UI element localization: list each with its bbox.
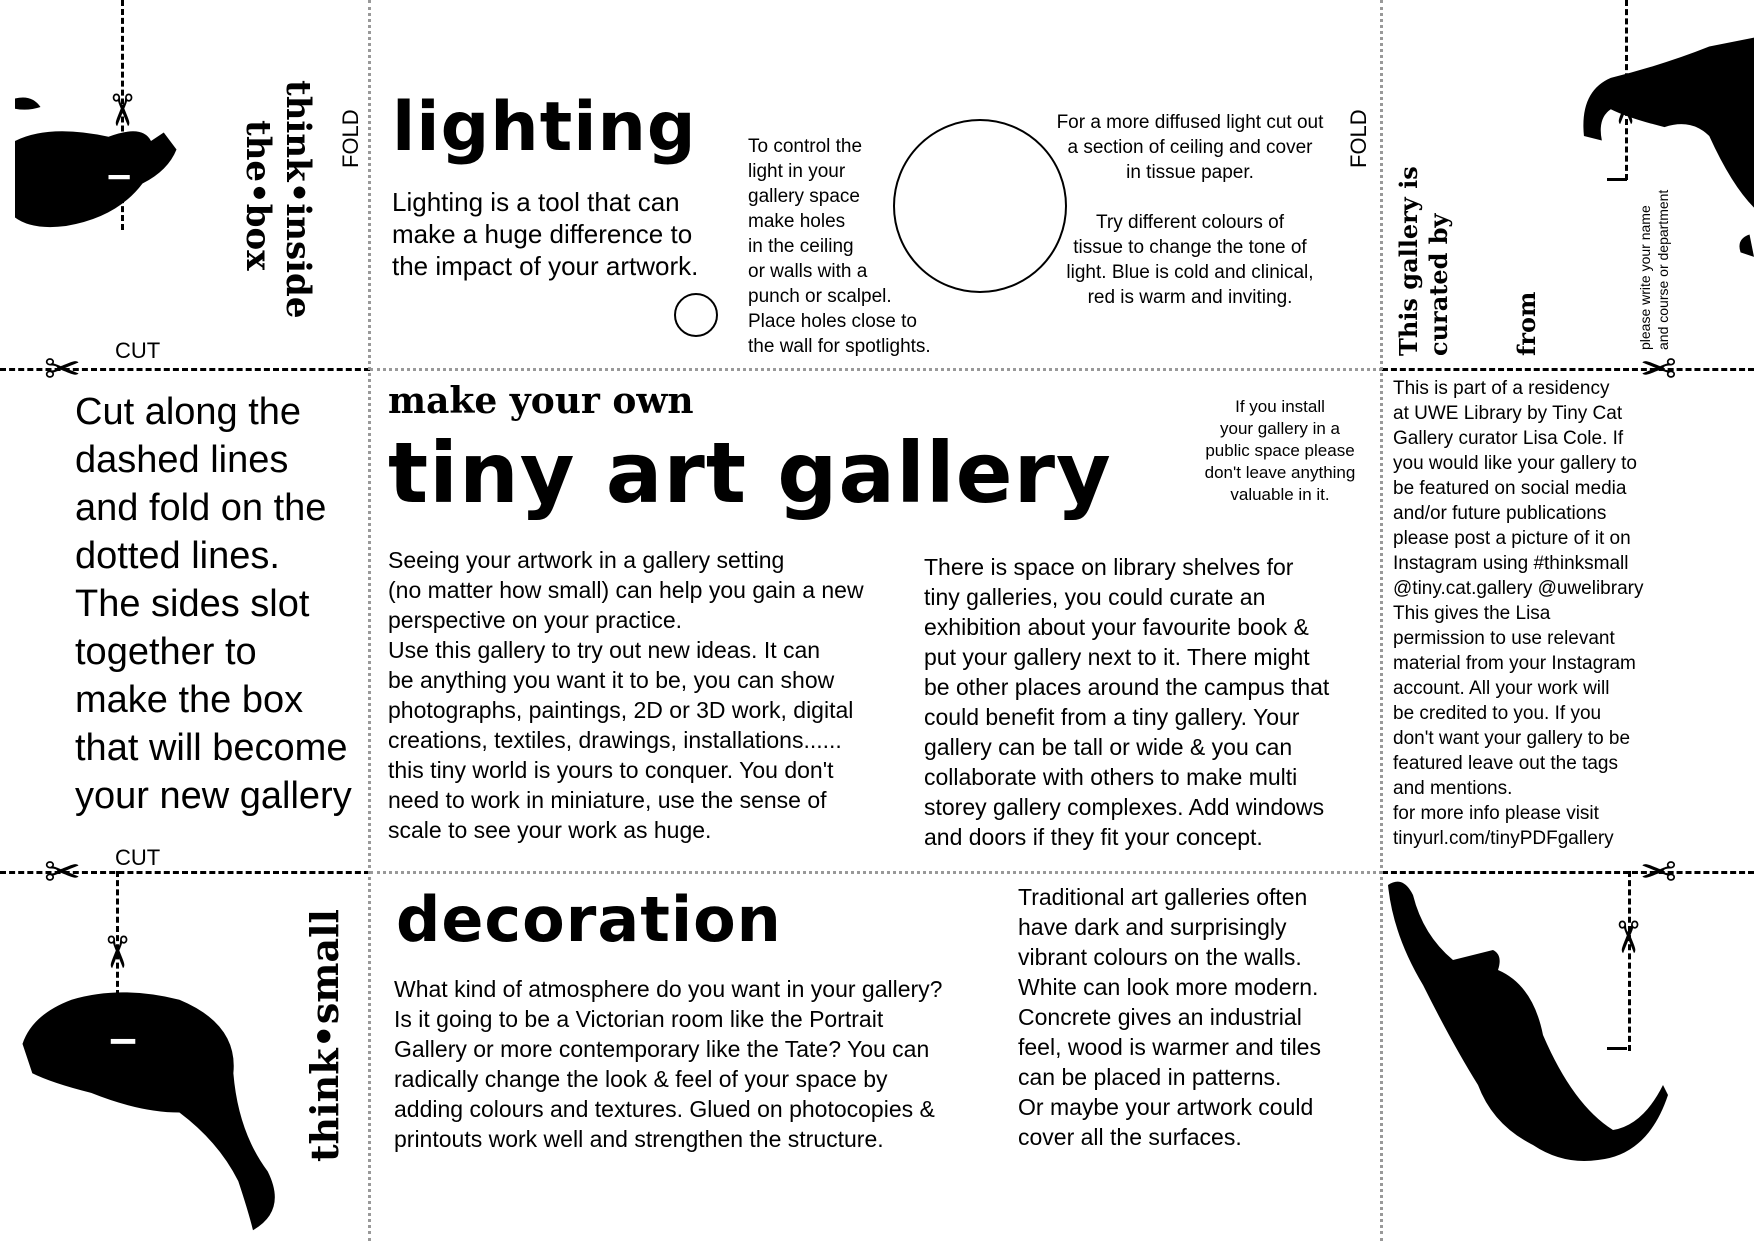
- lighting-holes-line: the wall for spotlights.: [748, 336, 931, 357]
- curator-label-line: curated by: [1424, 213, 1453, 356]
- residency-line: This gives the Lisa: [1393, 603, 1551, 624]
- decoration-right-line: White can look more modern.: [1018, 974, 1319, 1000]
- fold-line-top: [370, 368, 1382, 371]
- instruction-line: dotted lines.: [75, 535, 280, 577]
- residency-line: Gallery curator Lisa Cole. If: [1393, 428, 1624, 449]
- curator-hint-line: and course or department: [1655, 189, 1671, 350]
- fold-label-right: FOLD: [1346, 109, 1371, 168]
- decoration-left-line: radically change the look & feel of your space by: [394, 1066, 888, 1092]
- instruction-line: The sides slot: [75, 583, 310, 625]
- main-right-line: be other places around the campus that: [924, 674, 1330, 700]
- lighting-holes-line: light in your: [748, 161, 846, 182]
- decoration-right-line: can be placed in patterns.: [1018, 1064, 1282, 1090]
- decoration-title: decoration: [396, 883, 782, 956]
- scissors-icon: ✂: [44, 345, 81, 394]
- main-left-line: scale to see your work as huge.: [388, 817, 712, 843]
- decoration-right-line: Traditional art galleries often: [1018, 884, 1308, 910]
- instruction-line: dashed lines: [75, 439, 289, 481]
- side-text-bottom: think•small: [302, 909, 347, 1162]
- residency-line: you would like your gallery to: [1393, 453, 1637, 474]
- instruction-line: Cut along the: [75, 391, 302, 433]
- scissors-icon: ✂: [1602, 918, 1652, 956]
- instruction-line: together to: [75, 631, 257, 673]
- lighting-intro-line: make a huge difference to: [392, 219, 693, 249]
- main-left-line: be anything you want it to be, you can show: [388, 667, 835, 693]
- main-right-line: storey gallery complexes. Add windows: [924, 794, 1325, 820]
- decoration-right-line: feel, wood is warmer and tiles: [1018, 1034, 1321, 1060]
- fold-line-left: [368, 0, 371, 1241]
- side-text-line: think•inside: [278, 80, 318, 319]
- decoration-left-line: Is it going to be a Victorian room like the Portrait: [394, 1006, 884, 1032]
- fold-label-left: FOLD: [338, 109, 363, 168]
- lighting-holes-line: gallery space: [748, 186, 860, 207]
- residency-line: for more info please visit: [1393, 803, 1599, 824]
- decoration-left-text: [394, 974, 942, 1154]
- main-right-line: could benefit from a tiny gallery. Your: [924, 704, 1300, 730]
- decoration-left-line: adding colours and textures. Glued on photocopies &: [394, 1096, 935, 1122]
- lighting-intro-line: Lighting is a tool that can: [392, 187, 680, 217]
- curator-label: [1394, 166, 1454, 356]
- decoration-left-line: What kind of atmosphere do you want in your gallery?: [394, 976, 943, 1002]
- scissors-icon: ✂: [96, 91, 146, 129]
- fold-line-bottom: [370, 871, 1382, 874]
- curator-hint: [1636, 190, 1672, 350]
- install-note-line: public space please: [1205, 441, 1355, 460]
- residency-line: at UWE Library by Tiny Cat: [1393, 403, 1623, 424]
- residency-line: This is part of a residency: [1393, 378, 1610, 399]
- cut-line-top-right: [1382, 368, 1754, 371]
- scissors-icon: ✂: [1640, 848, 1677, 897]
- curator-from-label: from: [1512, 291, 1541, 356]
- decoration-right-line: Or maybe your artwork could: [1018, 1094, 1314, 1120]
- main-left-line: Use this gallery to try out new ideas. It can: [388, 637, 821, 663]
- lighting-colours-text: [1040, 210, 1340, 310]
- lighting-holes-line: in the ceiling: [748, 236, 854, 257]
- main-right-column: [924, 552, 1329, 852]
- cut-line-bottom-right: [1382, 871, 1754, 874]
- lighting-title: lighting: [392, 88, 697, 167]
- decoration-right-line: cover all the surfaces.: [1018, 1124, 1242, 1150]
- lighting-diffused-line: a section of ceiling and cover: [1067, 137, 1313, 158]
- scissors-icon: ✂: [1640, 345, 1677, 394]
- residency-line: featured leave out the tags: [1393, 753, 1618, 774]
- decoration-left-line: printouts work well and strengthen the structure.: [394, 1126, 884, 1152]
- instruction-line: your new gallery: [75, 775, 352, 817]
- cut-label: CUT: [115, 845, 161, 870]
- main-right-line: There is space on library shelves for: [924, 554, 1294, 580]
- main-right-line: and doors if they fit your concept.: [924, 824, 1263, 850]
- instruction-line: and fold on the: [75, 487, 327, 529]
- cat-silhouette-icon: [0, 90, 200, 260]
- lighting-diffused-line: in tissue paper.: [1126, 162, 1254, 183]
- residency-line: be credited to you. If you: [1393, 703, 1602, 724]
- residency-line: tinyurl.com/tinyPDFgallery: [1393, 828, 1614, 849]
- curator-hint-line: please write your name: [1637, 205, 1653, 350]
- decoration-right-line: Concrete gives an industrial: [1018, 1004, 1302, 1030]
- residency-line: be featured on social media: [1393, 478, 1627, 499]
- residency-line: and mentions.: [1393, 778, 1513, 799]
- small-hole-circle: [674, 293, 718, 337]
- residency-line: permission to use relevant: [1393, 628, 1615, 649]
- scissors-icon: ✂: [91, 933, 141, 971]
- main-right-line: tiny galleries, you could curate an: [924, 584, 1266, 610]
- curator-label-line: This gallery is: [1394, 166, 1423, 356]
- lighting-diffused-text: [1040, 110, 1340, 185]
- main-left-line: this tiny world is yours to conquer. You don't: [388, 757, 834, 783]
- install-note-line: your gallery in a: [1219, 419, 1340, 438]
- residency-line: material from your Instagram: [1393, 653, 1636, 674]
- main-right-line: exhibition about your favourite book &: [924, 614, 1309, 640]
- main-left-line: perspective on your practice.: [388, 607, 683, 633]
- side-text-line: the•box: [238, 120, 278, 271]
- pretitle: make your own: [388, 380, 694, 422]
- residency-text: [1393, 376, 1643, 851]
- main-left-line: photographs, paintings, 2D or 3D work, digital: [388, 697, 854, 723]
- main-left-column: [388, 545, 864, 845]
- main-left-line: (no matter how small) can help you gain a new: [388, 577, 864, 603]
- cat-silhouette-icon: [0, 985, 300, 1240]
- decoration-right-text: [1018, 882, 1321, 1152]
- install-note-line: don't leave anything: [1204, 463, 1356, 482]
- page-title: tiny art gallery: [388, 424, 1112, 522]
- residency-line: Instagram using #thinksmall: [1393, 553, 1629, 574]
- lighting-intro-line: the impact of your artwork.: [392, 251, 699, 281]
- lighting-intro: [392, 186, 698, 282]
- decoration-left-line: Gallery or more contemporary like the Tate? You can: [394, 1036, 930, 1062]
- instruction-line: make the box: [75, 679, 304, 721]
- install-note: [1180, 396, 1380, 506]
- lighting-colours-line: red is warm and inviting.: [1087, 287, 1293, 308]
- lighting-diffused-line: For a more diffused light cut out: [1056, 112, 1324, 133]
- lighting-holes-line: or walls with a: [748, 261, 868, 282]
- main-left-line: Seeing your artwork in a gallery setting: [388, 547, 785, 573]
- lighting-holes-line: punch or scalpel.: [748, 286, 892, 307]
- main-right-line: put your gallery next to it. There might: [924, 644, 1310, 670]
- decoration-right-line: vibrant colours on the walls.: [1018, 944, 1302, 970]
- decoration-right-line: have dark and surprisingly: [1018, 914, 1287, 940]
- scissors-icon: ✂: [44, 848, 81, 897]
- install-note-line: If you install: [1235, 397, 1325, 416]
- main-right-line: gallery can be tall or wide & you can: [924, 734, 1293, 760]
- tick-marker: [1607, 178, 1627, 181]
- residency-line: @tiny.cat.gallery @uwelibrary: [1393, 578, 1644, 599]
- residency-line: and/or future publications: [1393, 503, 1607, 524]
- main-right-line: collaborate with others to make multi: [924, 764, 1298, 790]
- main-left-line: creations, textiles, drawings, installations......: [388, 727, 842, 753]
- side-text-top: [238, 80, 318, 318]
- residency-line: account. All your work will: [1393, 678, 1610, 699]
- instruction-line: that will become: [75, 727, 348, 769]
- main-left-line: need to work in miniature, use the sense of: [388, 787, 827, 813]
- residency-line: please post a picture of it on: [1393, 528, 1631, 549]
- lighting-holes-line: Place holes close to: [748, 311, 917, 332]
- install-note-line: valuable in it.: [1230, 485, 1330, 504]
- residency-line: don't want your gallery to be: [1393, 728, 1631, 749]
- cat-silhouette-icon: [1383, 875, 1683, 1175]
- lighting-colours-line: Try different colours of: [1096, 212, 1284, 233]
- lighting-holes-line: To control the: [748, 136, 863, 157]
- lighting-holes-line: make holes: [748, 211, 846, 232]
- lighting-colours-line: tissue to change the tone of: [1073, 237, 1307, 258]
- lighting-colours-line: light. Blue is cold and clinical,: [1066, 262, 1314, 283]
- instructions: [75, 388, 352, 820]
- tick-marker: [1607, 1047, 1627, 1050]
- cut-label: CUT: [115, 338, 161, 363]
